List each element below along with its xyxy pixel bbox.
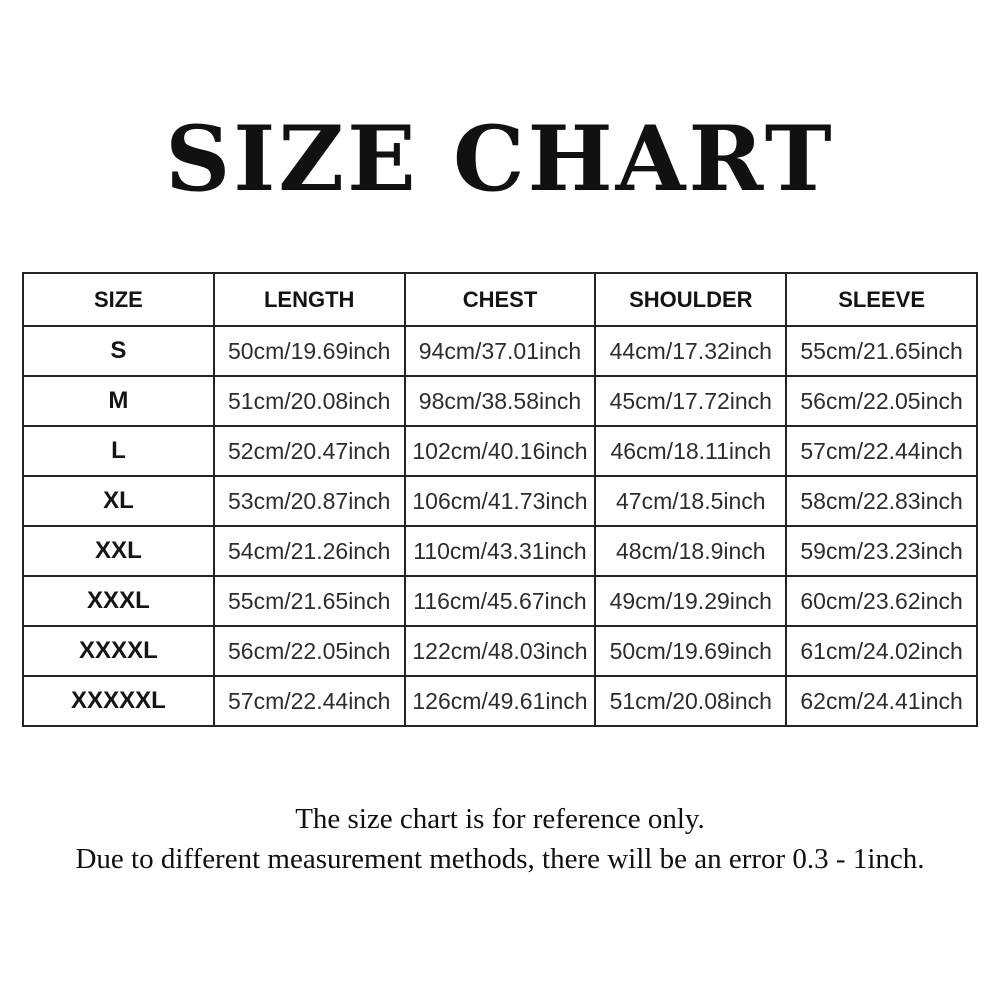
sleeve-value-cell: 57cm/22.44inch [786, 426, 977, 476]
table-header [23, 273, 977, 326]
chest-value-cell: 98cm/38.58inch [405, 376, 596, 426]
column-header-chest: CHEST [405, 273, 596, 326]
table-row-xxxl [23, 576, 977, 626]
table-row-m [23, 376, 977, 426]
chest-value-cell: 122cm/48.03inch [405, 626, 596, 676]
size-label-cell: S [23, 326, 214, 376]
footer-note-line1: The size chart is for reference only. [295, 803, 705, 835]
page-title: SIZE CHART [165, 106, 835, 212]
table-body [23, 326, 977, 726]
column-header-length: LENGTH [214, 273, 405, 326]
length-value-cell: 51cm/20.08inch [214, 376, 405, 426]
shoulder-value-cell: 47cm/18.5inch [595, 476, 786, 526]
length-value-cell: 52cm/20.47inch [214, 426, 405, 476]
sleeve-value-cell: 62cm/24.41inch [786, 676, 977, 726]
table-row-xxxxxl [23, 676, 977, 726]
sleeve-value-cell: 56cm/22.05inch [786, 376, 977, 426]
size-label-cell: XL [23, 476, 214, 526]
size-label-cell: XXXL [23, 576, 214, 626]
chest-value-cell: 116cm/45.67inch [405, 576, 596, 626]
shoulder-value-cell: 49cm/19.29inch [595, 576, 786, 626]
table-row-xl [23, 476, 977, 526]
table-row-s [23, 326, 977, 376]
chest-value-cell: 102cm/40.16inch [405, 426, 596, 476]
column-header-sleeve: SLEEVE [786, 273, 977, 326]
shoulder-value-cell: 45cm/17.72inch [595, 376, 786, 426]
shoulder-value-cell: 44cm/17.32inch [595, 326, 786, 376]
chest-value-cell: 126cm/49.61inch [405, 676, 596, 726]
column-header-shoulder: SHOULDER [595, 273, 786, 326]
chest-value-cell: 106cm/41.73inch [405, 476, 596, 526]
column-header-size: SIZE [23, 273, 214, 326]
size-chart-table [22, 272, 978, 727]
footer-note-line2: Due to different measurement methods, there will be an error 0.3 - 1inch. [75, 843, 925, 875]
shoulder-value-cell: 46cm/18.11inch [595, 426, 786, 476]
length-value-cell: 55cm/21.65inch [214, 576, 405, 626]
shoulder-value-cell: 50cm/19.69inch [595, 626, 786, 676]
sleeve-value-cell: 58cm/22.83inch [786, 476, 977, 526]
size-label-cell: M [23, 376, 214, 426]
length-value-cell: 54cm/21.26inch [214, 526, 405, 576]
size-label-cell: L [23, 426, 214, 476]
table-row-xxl [23, 526, 977, 576]
chest-value-cell: 94cm/37.01inch [405, 326, 596, 376]
chest-value-cell: 110cm/43.31inch [405, 526, 596, 576]
header-row [23, 273, 977, 326]
sleeve-value-cell: 59cm/23.23inch [786, 526, 977, 576]
length-value-cell: 53cm/20.87inch [214, 476, 405, 526]
table-row-xxxxl [23, 626, 977, 676]
length-value-cell: 57cm/22.44inch [214, 676, 405, 726]
shoulder-value-cell: 48cm/18.9inch [595, 526, 786, 576]
length-value-cell: 50cm/19.69inch [214, 326, 405, 376]
length-value-cell: 56cm/22.05inch [214, 626, 405, 676]
footer-note [0, 799, 1000, 879]
shoulder-value-cell: 51cm/20.08inch [595, 676, 786, 726]
sleeve-value-cell: 60cm/23.62inch [786, 576, 977, 626]
table-row-l [23, 426, 977, 476]
size-label-cell: XXXXXL [23, 676, 214, 726]
size-label-cell: XXL [23, 526, 214, 576]
sleeve-value-cell: 55cm/21.65inch [786, 326, 977, 376]
sleeve-value-cell: 61cm/24.02inch [786, 626, 977, 676]
size-label-cell: XXXXL [23, 626, 214, 676]
